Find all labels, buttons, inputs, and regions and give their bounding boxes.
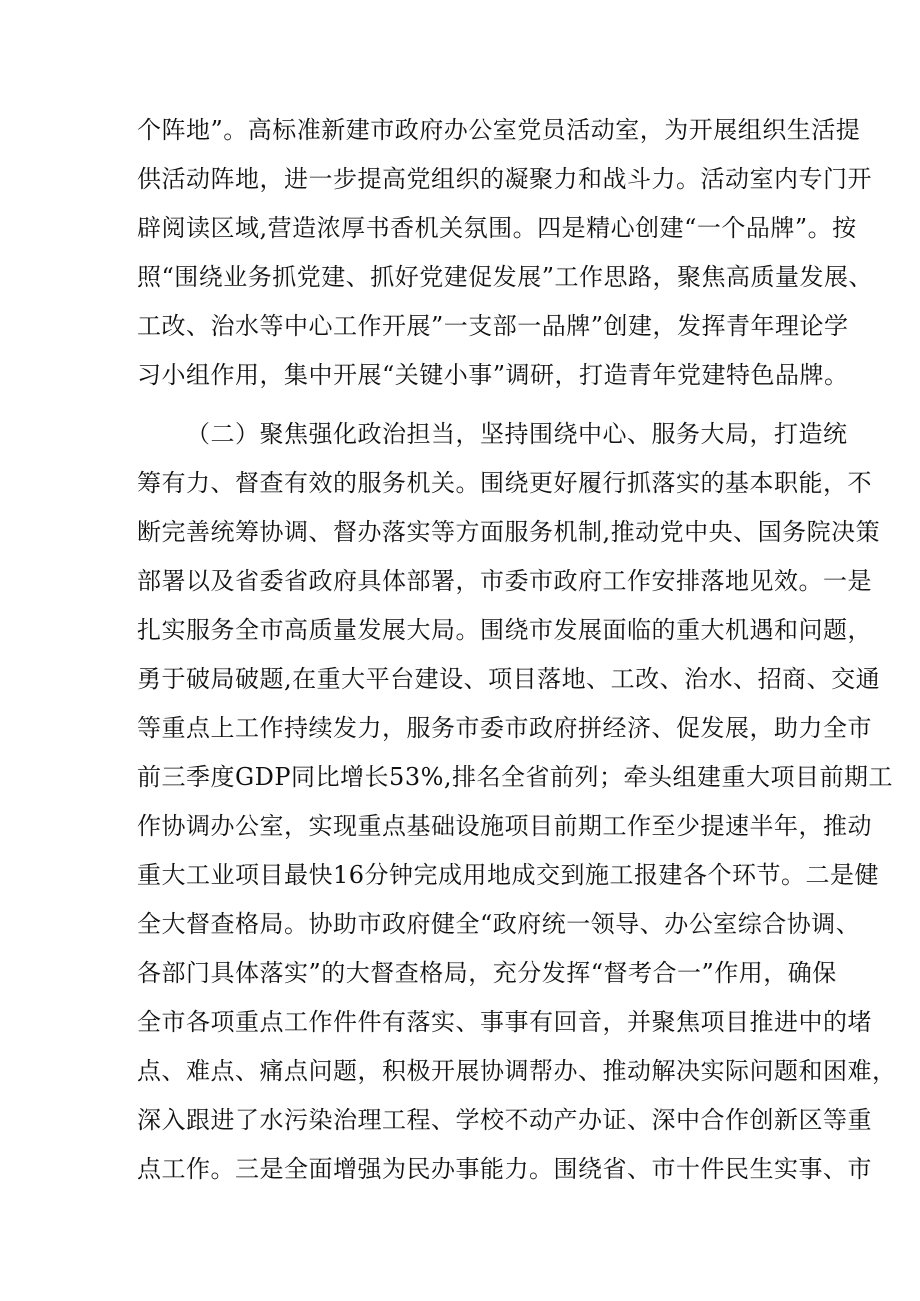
text-line: 全大督查格局。协助市政府健全“政府统一领导、办公室综合协调、 bbox=[137, 910, 861, 938]
text-line: 照“围绕业务抓党建、抓好党建促发展”工作思路，聚焦高质量发展、 bbox=[137, 263, 874, 291]
text-line: 勇于破局破题,在重大平台建设、项目落地、工改、治水、招商、交通 bbox=[137, 665, 881, 693]
text-line: 个阵地”。高标准新建市政府办公室党员活动室，为开展组织生活提 bbox=[137, 116, 861, 144]
text-line: 前三季度GDP同比增长53%,排名全省前列；牵头组建重大项目前期工 bbox=[137, 763, 894, 791]
text-line: 筹有力、督查有效的服务机关。围绕更好履行抓落实的基本职能，不 bbox=[137, 469, 872, 497]
text-line: 供活动阵地，进一步提高党组织的凝聚力和战斗力。活动室内专门开 bbox=[137, 165, 872, 193]
text-line: 部署以及省委省政府具体部署，市委市政府工作安排落地见效。一是 bbox=[137, 567, 872, 595]
section-heading-line: （二）聚焦强化政治担当，坚持围绕中心、服务大局，打造统 bbox=[186, 420, 848, 448]
text-line: 各部门具体落实”的大督查格局，充分发挥“督考合一”作用，确保 bbox=[137, 959, 837, 987]
text-line: 习小组作用，集中开展“关键小事”调研，打造青年党建特色品牌。 bbox=[137, 361, 849, 389]
text-line: 点工作。三是全面增强为民办事能力。围绕省、市十件民生实事、市 bbox=[137, 1155, 872, 1183]
text-line: 深入跟进了水污染治理工程、学校不动产办证、深中合作创新区等重 bbox=[137, 1106, 872, 1134]
text-line: 全市各项重点工作件件有落实、事事有回音，并聚焦项目推进中的堵 bbox=[137, 1008, 872, 1036]
text-line: 断完善统筹协调、督办落实等方面服务机制,推动党中央、国务院决策 bbox=[137, 518, 881, 546]
text-line: 扎实服务全市高质量发展大局。围绕市发展面临的重大机遇和问题， bbox=[137, 616, 872, 644]
text-line: 点、难点、痛点问题，积极开展协调帮办、推动解决实际问题和困难， bbox=[137, 1057, 897, 1085]
text-line: 辟阅读区域,营造浓厚书香机关氛围。四是精心创建“一个品牌”。按 bbox=[137, 214, 857, 242]
text-line: 重大工业项目最快16分钟完成用地成交到施工报建各个环节。二是健 bbox=[137, 861, 880, 889]
text-line: 工改、治水等中心工作开展”一支部一品牌”创建，发挥青年理论学 bbox=[137, 312, 849, 340]
text-line: 等重点上工作持续发力，服务市委市政府拼经济、促发展，助力全市 bbox=[137, 714, 872, 742]
text-line: 作协调办公室，实现重点基础设施项目前期工作至少提速半年，推动 bbox=[137, 812, 872, 840]
